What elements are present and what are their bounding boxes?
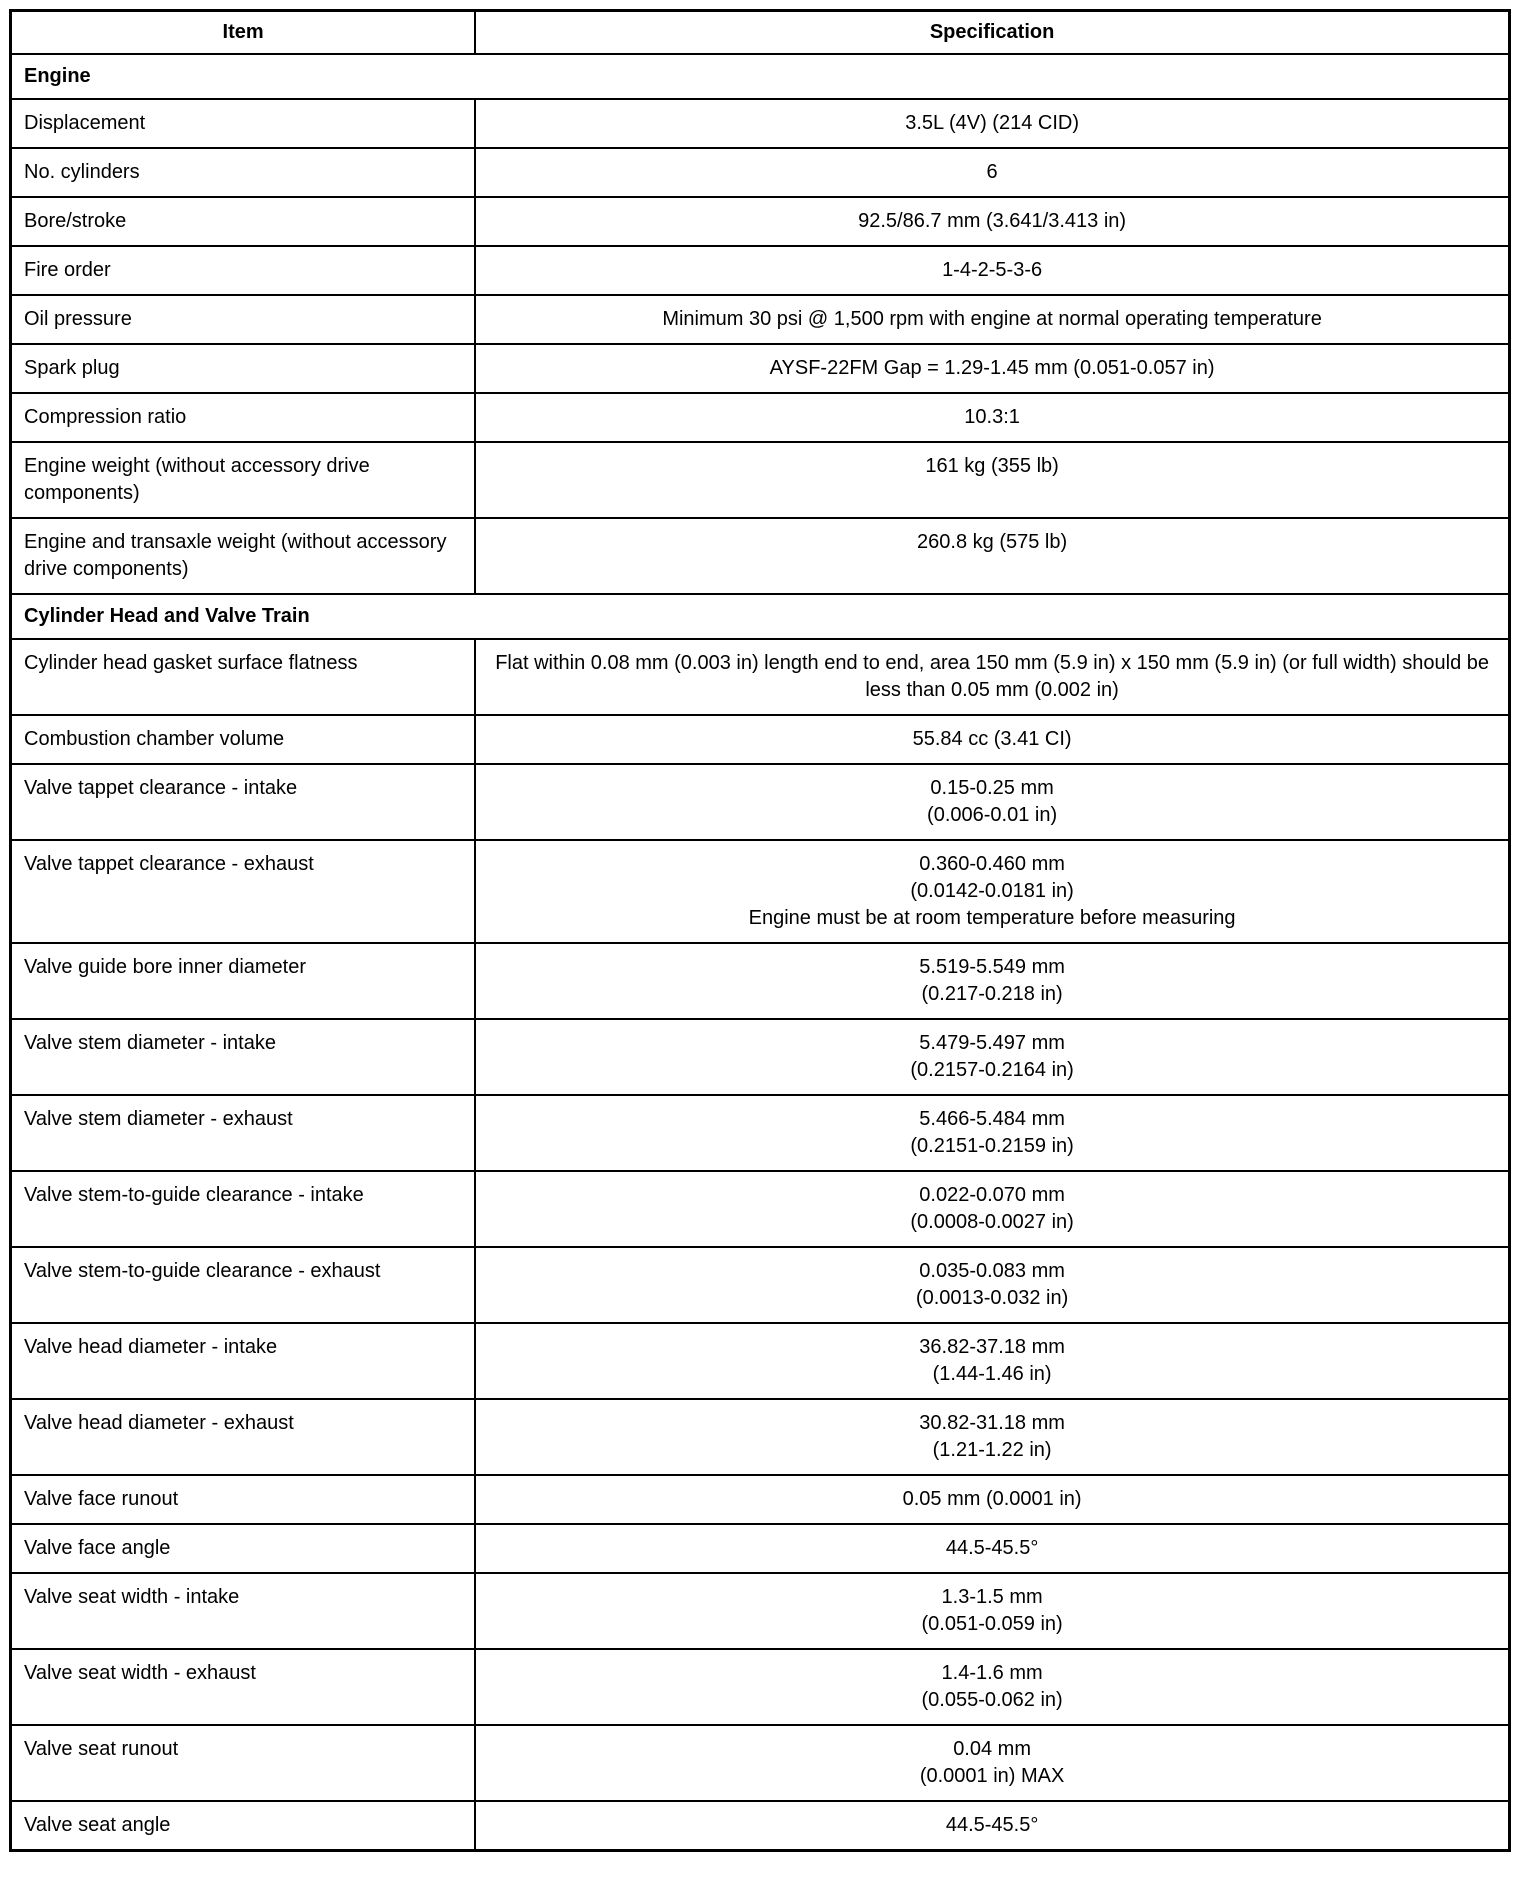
spec-line: 30.82-31.18 mm	[919, 1412, 1065, 1434]
spec-cell	[475, 639, 1509, 715]
table-row	[11, 1524, 1510, 1573]
item-cell: Valve face angle	[11, 1524, 476, 1573]
spec-line: (1.21-1.22 in)	[932, 1439, 1052, 1461]
spec-line: 1-4-2-5-3-6	[942, 259, 1043, 281]
table-row	[11, 840, 1510, 943]
spec-cell	[475, 518, 1509, 594]
item-cell: Valve face runout	[11, 1475, 476, 1524]
item-cell: Valve seat width - intake	[11, 1573, 476, 1649]
item-cell: Valve head diameter - exhaust	[11, 1399, 476, 1475]
spec-line: (0.006-0.01 in)	[927, 804, 1058, 826]
spec-line: 0.05 mm (0.0001 in)	[902, 1488, 1082, 1510]
spec-line: (0.051-0.059 in)	[921, 1613, 1063, 1635]
spec-line: 260.8 kg (575 lb)	[917, 531, 1068, 553]
spec-line: 92.5/86.7 mm (3.641/3.413 in)	[858, 210, 1127, 232]
spec-cell	[475, 1323, 1509, 1399]
section-title: Engine	[11, 54, 1510, 99]
table-row	[11, 1725, 1510, 1801]
spec-cell	[475, 1725, 1509, 1801]
spec-cell	[475, 295, 1509, 344]
spec-cell	[475, 344, 1509, 393]
spec-line: 5.466-5.484 mm	[919, 1108, 1065, 1130]
item-cell: Valve stem diameter - intake	[11, 1019, 476, 1095]
item-cell: Cylinder head gasket surface flatness	[11, 639, 476, 715]
spec-line: 5.479-5.497 mm	[919, 1032, 1065, 1054]
item-cell: Fire order	[11, 246, 476, 295]
item-cell: Valve seat angle	[11, 1801, 476, 1851]
table-row	[11, 148, 1510, 197]
specification-column-header: Specification	[475, 11, 1509, 55]
table-row	[11, 518, 1510, 594]
spec-line: Flat within 0.08 mm (0.003 in) length end to end, area 150 mm (5.9 in) x 150 mm (5.9 in) (or full width) should be less than 0.05 mm (0.002 in)	[495, 652, 1489, 701]
table-row	[11, 943, 1510, 1019]
spec-line: (0.0142-0.0181 in)	[910, 880, 1074, 902]
item-cell: Valve tappet clearance - exhaust	[11, 840, 476, 943]
spec-line: (0.0013-0.032 in)	[915, 1287, 1069, 1309]
table-row	[11, 1573, 1510, 1649]
table-row	[11, 1801, 1510, 1851]
item-cell: Valve tappet clearance - intake	[11, 764, 476, 840]
spec-line: 1.3-1.5 mm	[941, 1586, 1043, 1608]
spec-line: (0.055-0.062 in)	[921, 1689, 1063, 1711]
spec-cell	[475, 1247, 1509, 1323]
spec-line: 10.3:1	[964, 406, 1020, 428]
spec-line: 0.04 mm	[953, 1738, 1031, 1760]
spec-line: 0.15-0.25 mm	[930, 777, 1054, 799]
item-cell: Valve stem diameter - exhaust	[11, 1095, 476, 1171]
table-row	[11, 393, 1510, 442]
spec-cell	[475, 246, 1509, 295]
spec-cell	[475, 442, 1509, 518]
spec-line: 44.5-45.5°	[945, 1537, 1039, 1559]
spec-line: 0.035-0.083 mm	[919, 1260, 1065, 1282]
spec-cell	[475, 1475, 1509, 1524]
table-row	[11, 1095, 1510, 1171]
spec-line: 161 kg (355 lb)	[925, 455, 1059, 477]
table-row	[11, 715, 1510, 764]
spec-cell	[475, 715, 1509, 764]
table-row	[11, 1019, 1510, 1095]
item-cell: Bore/stroke	[11, 197, 476, 246]
section-header-row	[11, 54, 1510, 99]
table-row	[11, 1399, 1510, 1475]
spec-cell	[475, 1524, 1509, 1573]
spec-line: 55.84 cc (3.41 CI)	[912, 728, 1072, 750]
table-row	[11, 442, 1510, 518]
spec-line: (1.44-1.46 in)	[932, 1363, 1052, 1385]
item-cell: No. cylinders	[11, 148, 476, 197]
spec-line: 0.022-0.070 mm	[919, 1184, 1065, 1206]
item-cell: Valve stem-to-guide clearance - exhaust	[11, 1247, 476, 1323]
item-cell: Valve stem-to-guide clearance - intake	[11, 1171, 476, 1247]
spec-line: Minimum 30 psi @ 1,500 rpm with engine at normal operating temperature	[662, 308, 1322, 330]
spec-line: 3.5L (4V) (214 CID)	[905, 112, 1079, 134]
spec-cell	[475, 764, 1509, 840]
item-column-header: Item	[11, 11, 476, 55]
spec-line: (0.2157-0.2164 in)	[910, 1059, 1074, 1081]
item-cell: Combustion chamber volume	[11, 715, 476, 764]
item-cell: Compression ratio	[11, 393, 476, 442]
spec-cell	[475, 99, 1509, 148]
spec-cell	[475, 1171, 1509, 1247]
table-row	[11, 344, 1510, 393]
item-cell: Valve guide bore inner diameter	[11, 943, 476, 1019]
spec-line: 36.82-37.18 mm	[919, 1336, 1065, 1358]
spec-line: 1.4-1.6 mm	[941, 1662, 1043, 1684]
spec-line: 5.519-5.549 mm	[919, 956, 1065, 978]
table-body	[11, 54, 1510, 1851]
item-cell: Oil pressure	[11, 295, 476, 344]
spec-cell	[475, 1095, 1509, 1171]
table-row	[11, 1171, 1510, 1247]
spec-line: 44.5-45.5°	[945, 1814, 1039, 1836]
item-cell: Valve seat width - exhaust	[11, 1649, 476, 1725]
section-header-row	[11, 594, 1510, 639]
spec-cell	[475, 840, 1509, 943]
specifications-table	[9, 9, 1511, 1852]
table-row	[11, 1649, 1510, 1725]
spec-cell	[475, 148, 1509, 197]
item-cell: Valve head diameter - intake	[11, 1323, 476, 1399]
spec-line: (0.2151-0.2159 in)	[910, 1135, 1074, 1157]
table-row	[11, 639, 1510, 715]
spec-line: 0.360-0.460 mm	[919, 853, 1065, 875]
section-title: Cylinder Head and Valve Train	[11, 594, 1510, 639]
item-cell: Valve seat runout	[11, 1725, 476, 1801]
table-row	[11, 246, 1510, 295]
spec-line: Engine must be at room temperature before measuring	[748, 907, 1236, 929]
table-row	[11, 1475, 1510, 1524]
spec-line: AYSF-22FM Gap = 1.29-1.45 mm (0.051-0.057 in)	[769, 357, 1215, 379]
spec-line: (0.0008-0.0027 in)	[910, 1211, 1074, 1233]
table-row	[11, 99, 1510, 148]
spec-cell	[475, 1019, 1509, 1095]
table-row	[11, 1247, 1510, 1323]
spec-cell	[475, 1399, 1509, 1475]
item-cell: Spark plug	[11, 344, 476, 393]
spec-line: 6	[986, 161, 998, 183]
spec-cell	[475, 1573, 1509, 1649]
spec-cell	[475, 197, 1509, 246]
spec-cell	[475, 393, 1509, 442]
item-cell: Engine and transaxle weight (without accessory drive components)	[11, 518, 476, 594]
spec-cell	[475, 1649, 1509, 1725]
spec-cell	[475, 1801, 1509, 1851]
table-row	[11, 295, 1510, 344]
item-cell: Engine weight (without accessory drive components)	[11, 442, 476, 518]
table-header-row	[11, 11, 1510, 55]
item-cell: Displacement	[11, 99, 476, 148]
spec-cell	[475, 943, 1509, 1019]
spec-line: (0.0001 in) MAX	[919, 1765, 1065, 1787]
table-row	[11, 197, 1510, 246]
table-row	[11, 1323, 1510, 1399]
table-row	[11, 764, 1510, 840]
spec-line: (0.217-0.218 in)	[921, 983, 1063, 1005]
